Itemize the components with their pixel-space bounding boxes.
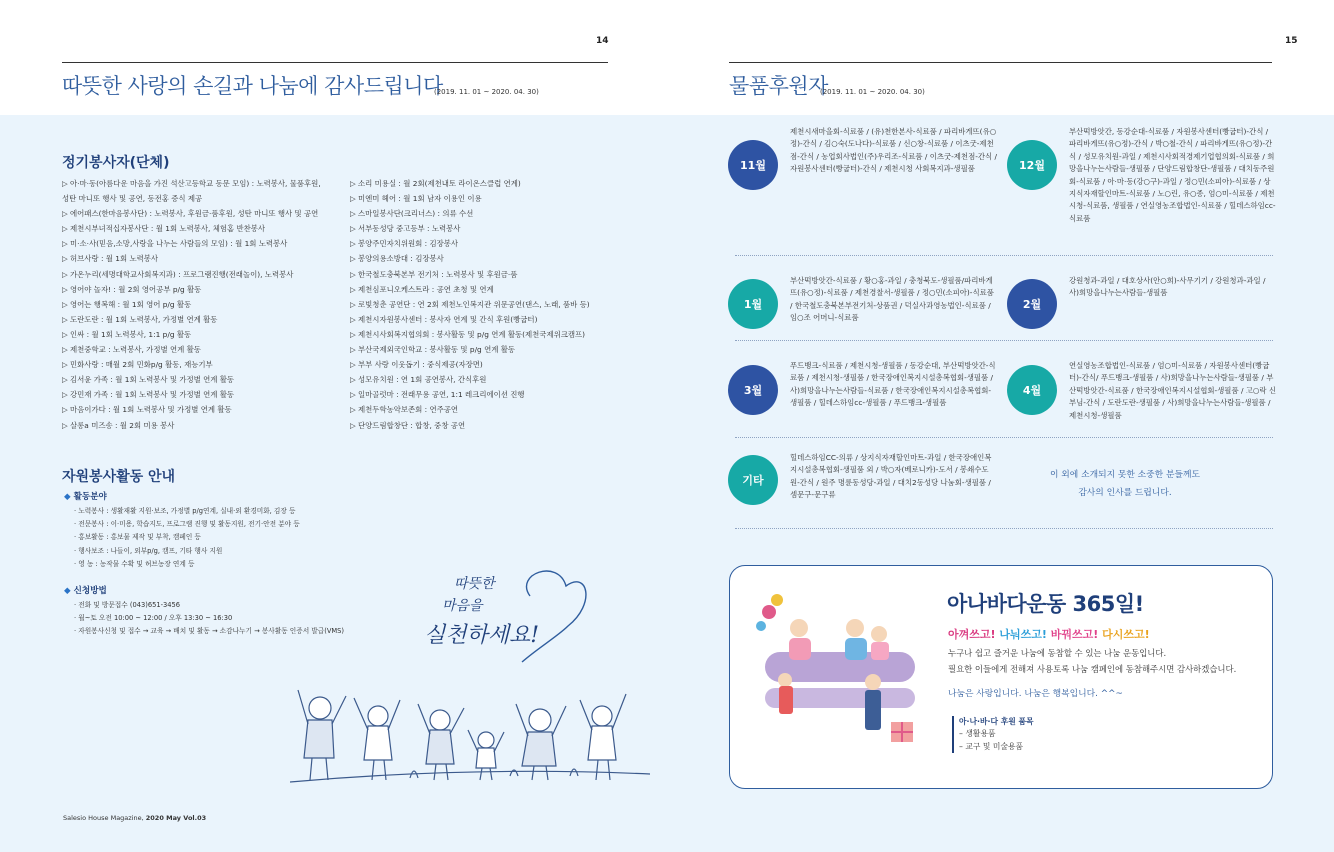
volunteer-item: ▷ 에어패스(한마음봉사단) : 노력봉사, 후원금·품후원, 성탄 마니또 행사 및 공연 <box>62 209 319 219</box>
person-body-3 <box>871 642 889 660</box>
volunteer-item: ▷ 제천중학교 : 노력봉사, 가정별 연계 활동 <box>62 345 201 355</box>
volunteer-item: ▷ 미엔미 헤어 : 월 1회 남자 이용인 이용 <box>350 194 482 204</box>
volunteer-item: ▷ 김서윤 가족 : 월 1회 노력봉사 및 가정별 연계 활동 <box>62 375 235 385</box>
calligraphy-line-3: 실천하세요! <box>424 623 540 648</box>
diamond-icon: ◆ <box>64 586 71 596</box>
balloon-yellow <box>771 594 783 606</box>
regular-volunteers-list-2 <box>350 176 590 433</box>
volunteer-item: ▷ 한국철도충북본부 전기처 : 노력봉사 및 후원금·품 <box>350 269 518 279</box>
thanks-note-line-1: 이 외에 소개되지 못한 소중한 분들께도 <box>1050 470 1200 480</box>
footer-magazine-name: Salesio House Magazine, <box>63 814 146 822</box>
field-item: · 노력봉사 : 생활재활 지원·보조, 가정별 p/g연계, 실내·외 환경미화, 김장 등 <box>74 507 296 515</box>
donor-list-11: 제천시새마을회-식료품 / (유)천한본사-식료품 / 파리바게뜨(유○정)-간식 / 김○숙(도나다)-식료품 / 신○창-식료품 / 이츠굿-제천점-간식 / 농업회사법인(주)우리조-식료품 / 이츠굿-제천점-간식 / 자원봉사센터(빵굽터)-간식 / 제천시청 사회복지과-생필품 <box>790 127 997 174</box>
apply-item: · 전화 및 방문접수 (043)651-3456 <box>74 601 181 609</box>
volunteer-item: ▷ 민화사랑 : 매월 2회 민화p/g 활동, 재능기부 <box>62 360 213 370</box>
volunteer-item: ▷ 제천심포니오케스트라 : 공연 초청 및 연계 <box>350 284 494 294</box>
volunteer-item: ▷ 마음이가다 : 월 1회 노력봉사 및 가정별 연계 활동 <box>62 405 232 415</box>
person-head-3 <box>871 626 887 642</box>
volunteer-item: ▷ 일마골럿마 : 전래무용 공연, 1:1 레크리에이션 진행 <box>350 390 525 400</box>
volunteer-item: ▷ 부산국제외국인학교 : 봉사활동 및 p/g 연계 활동 <box>350 345 516 355</box>
calligraphy-line-2: 마음을 <box>442 598 483 614</box>
field-list <box>74 505 300 571</box>
volunteer-item: ▷ 살롱a 미즈송 : 월 2회 미용 봉사 <box>62 420 175 430</box>
diamond-icon: ◆ <box>64 492 71 502</box>
person-3 <box>418 704 464 780</box>
field-heading-label: 활동분야 <box>73 492 107 502</box>
volunteer-item: ▷ 영어는 행복해 : 월 1회 영어 p/g 활동 <box>62 299 192 309</box>
donor-list-12: 부산떡방앗간, 동강순대-식료품 / 자원봉사센터(빵굽터)-간식 / 파리바게뜨(유○정)-간식 / 박○철-간식 / 파리바게뜨(유○정)-간식 / 성모유치원-과일 / 제천시사회적경제기업협의회-식료품 / 희망을나누는사람들-생필품 / 단양드림합창단-생필품 / 대치동주원회-식료품 / 아·마·동(강○구)-과일 / 정○민(소피아)-식료품 / 상지식자재할인마트-식료품 / 노○린, 유○종, 엄○미-식료품 / 제천시청-식료품, 생필품 / 연실영농조합법인-식료품 / 힐데스하임cc-식료품 <box>1069 127 1276 223</box>
child-body <box>779 686 793 714</box>
month-badge-other: 기타 <box>728 455 778 505</box>
volunteer-item: ▷ 미·소·사(믿음,소망,사랑을 나누는 사람들의 모임) : 월 1회 노력봉사 <box>62 239 288 249</box>
people-cheering-illustration <box>290 660 650 790</box>
donor-list-2: 강원청과-과일 / 대호상사(안○희)-사무기기 / 강원청과-과일 / 사)희망을나누는사람들-생필품 <box>1069 276 1266 298</box>
volunteer-item: ▷ 허브사랑 : 월 1회 노력봉사 <box>62 254 159 264</box>
month-badge-2: 2월 <box>1007 279 1057 329</box>
apply-heading <box>64 584 107 596</box>
row-divider-3 <box>735 437 1273 438</box>
row-divider-1 <box>735 255 1273 256</box>
man-head <box>865 674 881 690</box>
volunteer-item: ▷ 스마일봉사단(크리너스) : 의류 수선 <box>350 209 474 219</box>
field-heading <box>64 490 107 502</box>
donor-list-4: 연실영농조합법인-식료품 / 엄○미-식료품 / 자원봉사센터(빵굽터)-간식/ 푸드뱅크-생필품 / 사)희망을나누는사람들-생필품 / 부산떡방앗간-식료품 / 한국장애인복지시설협회-생필품 / 고○락 신부님-간식 / 도란도란-생필품 / 사)희망을나누는사람들-생필품 / 제천시청-생필품 <box>1069 361 1276 420</box>
donor-list-other: 힐데스하임CC-의류 / 상지식자재할인마트-과일 / 한국장애인복지시설총복협회-생필품 외 / 박○자(베로니카)-도서 / 봉쇄수도원-간식 / 원주 명륜동성당-과일 / 대치2동성당 나눔회-생필품 / 셈문구-문구류 <box>790 453 992 500</box>
campaign-desc-line-1: 누구나 쉽고 즐거운 나눔에 동참할 수 있는 나눔 운동입니다. <box>948 648 1167 658</box>
donation-items <box>952 716 1034 753</box>
person-6 <box>580 694 626 780</box>
child-head <box>778 673 792 687</box>
field-item: · 행사보조 : 나들이, 외부p/g, 캠프, 기타 행사 지원 <box>74 546 223 555</box>
row-divider-4 <box>735 528 1273 529</box>
volunteer-item: ▷ 부부 사랑 이웃돕기 : 중식제공(자장면) <box>350 360 483 370</box>
left-date-range: (2019. 11. 01 ~ 2020. 04. 30) <box>434 88 539 96</box>
slogan-part-3: 바꿔쓰고! <box>1050 628 1103 641</box>
person-2 <box>354 698 400 780</box>
month-badge-12: 12월 <box>1007 140 1057 190</box>
heart-outline <box>522 571 586 662</box>
person-1 <box>298 690 346 780</box>
field-item: · 홍보활동 : 홍보물 제작 및 부착, 캠페인 등 <box>74 533 201 542</box>
row-divider-2 <box>735 340 1273 341</box>
regular-volunteers-list-1 <box>62 176 321 433</box>
activity-heading: 자원봉사활동 안내 <box>62 469 176 485</box>
right-title-rule <box>729 62 1272 63</box>
left-page-title: 따뜻한 사랑의 손길과 나눔에 감사드립니다 <box>62 74 443 98</box>
campaign-desc-line-2: 필요한 이들에게 전해져 사용토록 나눔 캠페인에 동참해주시면 감사하겠습니다. <box>948 664 1237 674</box>
apply-list <box>74 599 344 639</box>
volunteer-item: ▷ 봉양주민자치위원회 : 김장봉사 <box>350 239 459 249</box>
person-5 <box>516 704 566 780</box>
volunteer-item: ▷ 가온누리(세명대학교사회복지과) : 프로그램진행(전래놀이), 노력봉사 <box>62 269 294 279</box>
left-page-number: 14 <box>596 36 609 46</box>
volunteer-item: ▷ 제천시부녀적십자봉사단 : 월 1회 노력봉사, 체험홈 반찬봉사 <box>62 224 266 234</box>
volunteer-item: ▷ 제천시사회복지협의회 : 봉사활동 및 p/g 연계 활동(제천국제위크캠프) <box>350 329 586 339</box>
right-date-range: (2019. 11. 01 ~ 2020. 04. 30) <box>820 88 925 96</box>
volunteer-item: ▷ 도란도란 : 월 1회 노력봉사, 가정별 연계 활동 <box>62 314 218 324</box>
heart-calligraphy-illustration <box>418 560 598 670</box>
volunteer-item: ▷ 봉양의용소방대 : 김장봉사 <box>350 254 444 264</box>
volunteer-item: ▷ 서부동성당 중고등부 : 노력봉사 <box>350 224 461 234</box>
volunteer-item: ▷ 로빛청춘 공연단 : 연 2회 제천노인복지관 위문공연(댄스, 노래, 품바 등) <box>350 299 590 309</box>
apply-item: · 월~토 오전 10:00 ~ 12:00 / 오후 13:30 ~ 16:30 <box>74 614 233 623</box>
regular-volunteers-heading: 정기봉사자(단체) <box>62 155 170 171</box>
thanks-note-line-2: 감사의 인사를 드립니다. <box>1078 488 1172 498</box>
slogan-part-4: 다시쓰고! <box>1102 628 1150 641</box>
month-badge-4: 4월 <box>1007 365 1057 415</box>
month-badge-1: 1월 <box>728 279 778 329</box>
campaign-description <box>948 645 1236 677</box>
volunteer-item: ▷ 소리 미용실 : 월 2회(제천내토 라이온스클럽 연계) <box>350 179 521 188</box>
person-head-2 <box>846 619 864 637</box>
left-title-rule <box>62 62 608 63</box>
campaign-happy-line: 나눔은 사랑입니다. 나눔은 행복입니다. ^^~ <box>948 689 1123 699</box>
volunteer-item: ▷ 인싸 : 월 1회 노력봉사, 1:1 p/g 활동 <box>62 329 192 339</box>
volunteer-item: ▷ 단양드림합창단 : 합창, 중창 공연 <box>350 420 466 430</box>
volunteer-item: ▷ 아·마·동(아름다운 마음을 가진 석산고등학교 동문 모임) : 노력봉사, 물품후원, <box>62 179 321 188</box>
calligraphy-line-1: 따뜻한 <box>454 576 495 592</box>
campaign-slogan <box>948 626 1150 642</box>
volunteer-item: ▷ 영어야 놀자! : 월 2회 영어공부 p/g 활동 <box>62 284 202 294</box>
person-body-1 <box>789 638 811 660</box>
month-badge-3: 3월 <box>728 365 778 415</box>
slogan-part-1: 아껴쓰고! <box>948 628 1000 641</box>
donation-item-2: – 교구 및 미술용품 <box>959 741 1024 751</box>
volunteer-item: ▷ 강민재 가족 : 월 1회 노력봉사 및 가정별 연계 활동 <box>62 390 235 400</box>
footer-issue: 2020 May Vol.03 <box>145 814 207 822</box>
right-page-title: 물품후원자 <box>729 74 828 98</box>
slogan-part-2: 나눠쓰고! <box>999 628 1051 641</box>
volunteer-item: ▷ 제천시자원봉사센터 : 봉사자 연계 및 간식 후원(빵굽터) <box>350 314 538 324</box>
field-item: · 전문봉사 : 이·미용, 학습지도, 프로그램 진행 및 활동지원, 전기·안전 분야 등 <box>74 520 300 529</box>
month-badge-11: 11월 <box>728 140 778 190</box>
donation-item-1: – 생활용품 <box>959 729 996 739</box>
volunteer-item: ▷ 제천두학농악보존회 : 연주공연 <box>350 405 459 415</box>
field-item: · 영 농 : 농작물 수확 및 허브농장 연계 등 <box>74 559 195 568</box>
balloon-pink <box>762 605 776 619</box>
donor-list-1: 부산떡방앗간-식료품 / 황○홍-과일 / 충청북도-생필품/파리바게뜨(유○정)-식료품 / 제천경찰서-생필품 / 정○민(소피아)-식료품 / 한국철도충북본부전기처-상품권 / 덕실사과영농법인-식료품 / 임○조 어머니-식료품 <box>790 276 994 323</box>
volunteer-item: 성탄 마니또 행사 및 공연, 동전홍 증식 제공 <box>62 194 203 204</box>
man-body <box>865 690 881 730</box>
thanks-note <box>1010 466 1240 502</box>
apply-heading-label: 신청방법 <box>73 586 107 596</box>
right-page-number: 15 <box>1285 36 1298 46</box>
footer <box>63 814 206 822</box>
donor-list-3: 푸드뱅크-식료품 / 제천시청-생필품 / 동강순대, 부산떡방앗간-식료품 / 제천시청-생필품 / 한국장애인복지시설총복협회-생필품 / 사)희망을나누는사람들-식료품 / 한국장애인복지시설총복협회-생필품 / 힐데스하임cc-생필품 / 푸드뱅크-생필품 <box>790 361 996 408</box>
person-body-2 <box>845 638 867 660</box>
campaign-title: 아나바다운동 365일! <box>947 592 1144 616</box>
person-head-1 <box>790 619 808 637</box>
apply-item: · 자원봉사신청 및 접수 → 교육 → 배치 및 활동 → 소감나누기 → 봉사활동 인증서 발급(VMS) <box>74 627 345 636</box>
volunteer-item: ▷ 성모유치원 : 연 1회 공연봉사, 간식후원 <box>350 375 487 385</box>
donation-items-title: 아·나·바·다 후원 품목 <box>959 717 1034 726</box>
sharing-people-illustration <box>755 590 935 750</box>
balloon-blue <box>756 621 766 631</box>
